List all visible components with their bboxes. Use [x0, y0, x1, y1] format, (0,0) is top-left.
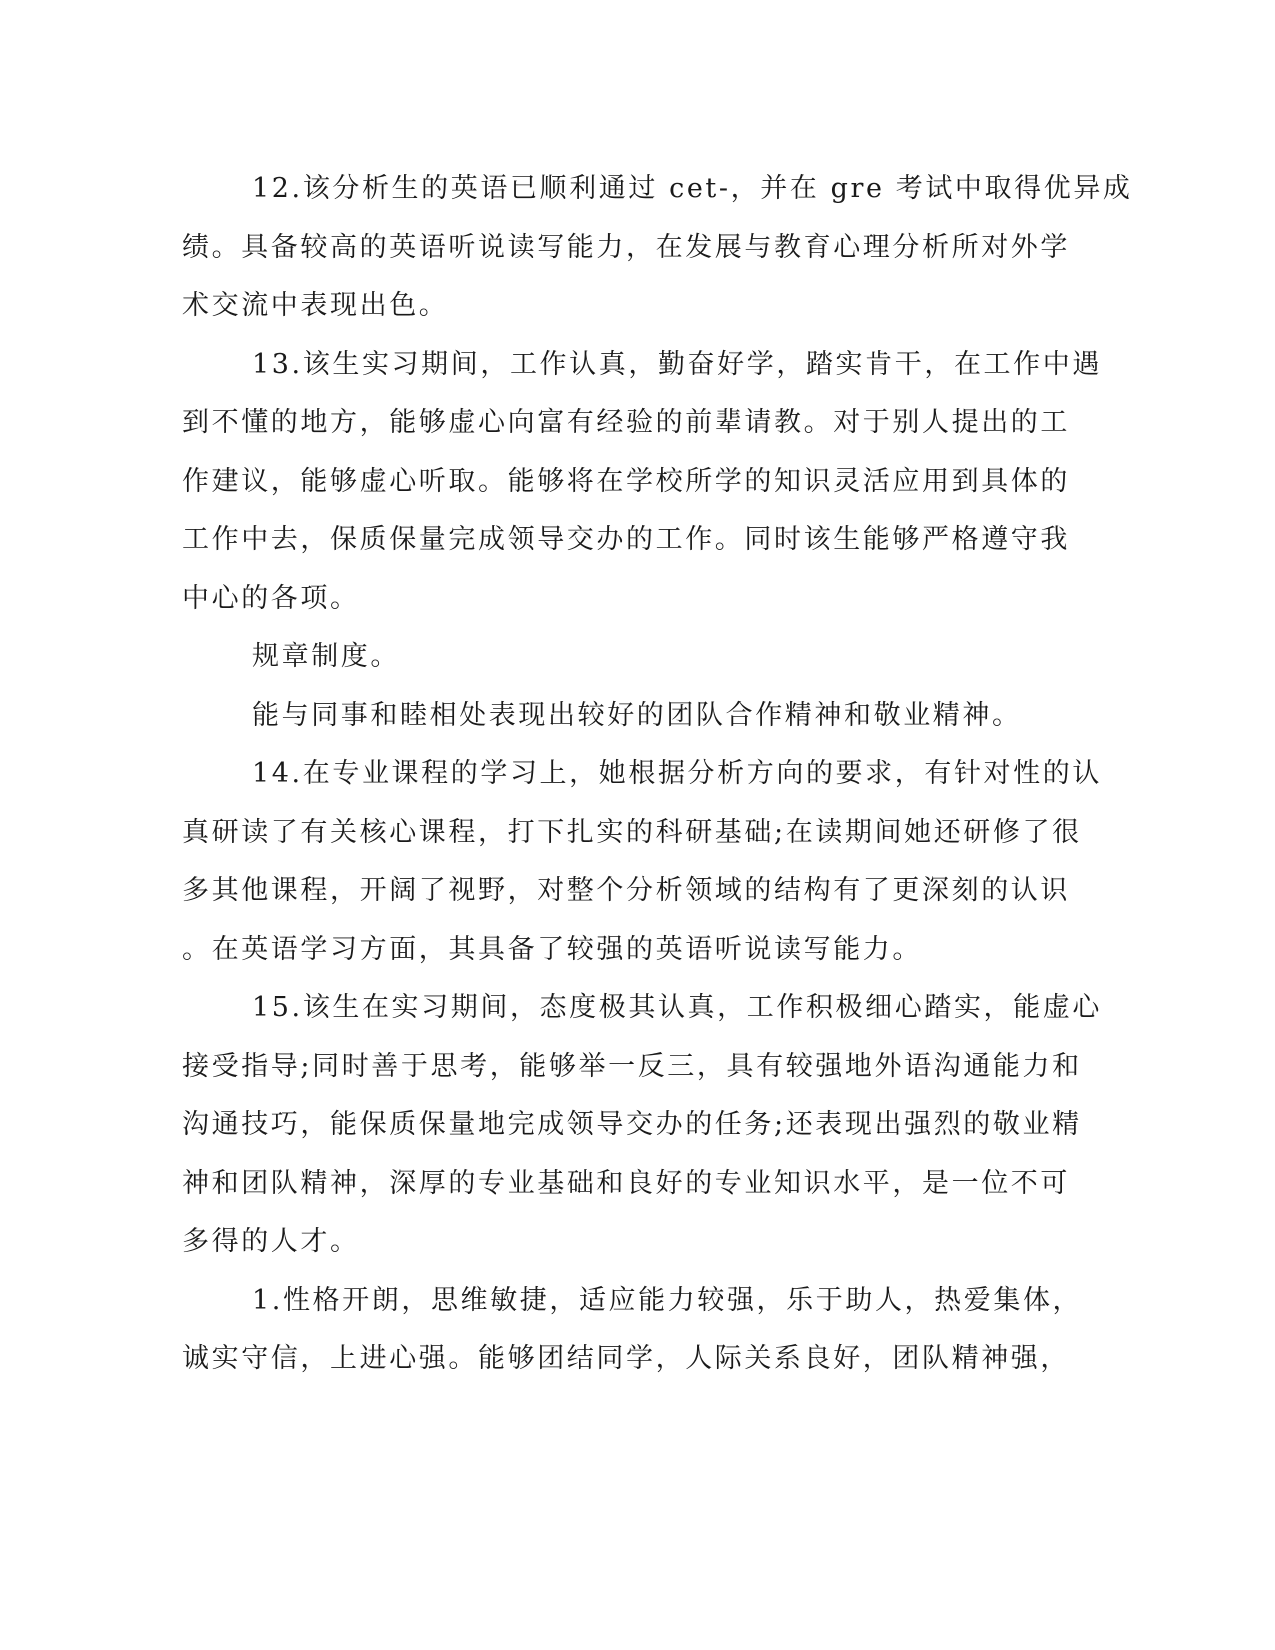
text-line: 神和团队精神，深厚的专业基础和良好的专业知识水平，是一位不可: [182, 1167, 1070, 1199]
text-line: 1.性格开朗，思维敏捷，适应能力较强，乐于助人，热爱集体，: [252, 1284, 1083, 1316]
text-line: 术交流中表现出色。: [182, 290, 449, 321]
text-line: 13.该生实习期间，工作认真，勤奋好学，踏实肯干，在工作中遇: [252, 348, 1102, 380]
paragraph-13: [182, 336, 1102, 629]
text-line: 14.在专业课程的学习上，她根据分析方向的要求，有针对性的认: [252, 758, 1102, 789]
text-line: 工作中去，保质保量完成领导交办的工作。同时该生能够严格遵守我: [182, 524, 1070, 555]
text-line: 多其他课程，开阔了视野，对整个分析领域的结构有了更深刻的认识: [182, 875, 1070, 906]
text-line: 12.该分析生的英语已顺利通过 cet-，并在 gre 考试中取得优异成: [252, 173, 1133, 204]
text-line: 15.该生在实习期间，态度极其认真，工作积极细心踏实，能虚心: [252, 992, 1102, 1023]
text-line: 多得的人才。: [182, 1226, 360, 1257]
paragraph-12: [182, 160, 1133, 336]
text-line: 真研读了有关核心课程，打下扎实的科研基础;在读期间她还研修了很: [182, 816, 1082, 848]
document-body: [182, 160, 1133, 1389]
text-line: 规章制度。: [252, 641, 400, 672]
text-line: 沟通技巧，能保质保量地完成领导交办的任务;还表现出强烈的敬业精: [182, 1109, 1082, 1140]
text-line: 作建议，能够虚心听取。能够将在学校所学的知识灵活应用到具体的: [182, 465, 1070, 497]
paragraph-13-team: [182, 687, 1032, 746]
text-line: 能与同事和睦相处表现出较好的团队合作精神和敬业精神。: [252, 699, 1022, 731]
text-line: 到不懂的地方，能够虚心向富有经验的前辈请教。对于别人提出的工: [182, 407, 1070, 438]
text-line: 绩。具备较高的英语听说读写能力，在发展与教育心理分析所对外学: [182, 231, 1070, 263]
paragraph-14: [182, 745, 1102, 979]
text-line: 中心的各项。: [182, 582, 360, 614]
paragraph-13-rules: [182, 628, 1032, 687]
paragraph-1: [182, 1272, 1083, 1389]
text-line: 。在英语学习方面，其具备了较强的英语听说读写能力。: [182, 933, 922, 965]
text-line: 接受指导;同时善于思考，能够举一反三，具有较强地外语沟通能力和: [182, 1050, 1082, 1082]
paragraph-15: [182, 979, 1102, 1272]
text-line: 诚实守信，上进心强。能够团结同学，人际关系良好，团队精神强，: [182, 1343, 1070, 1374]
